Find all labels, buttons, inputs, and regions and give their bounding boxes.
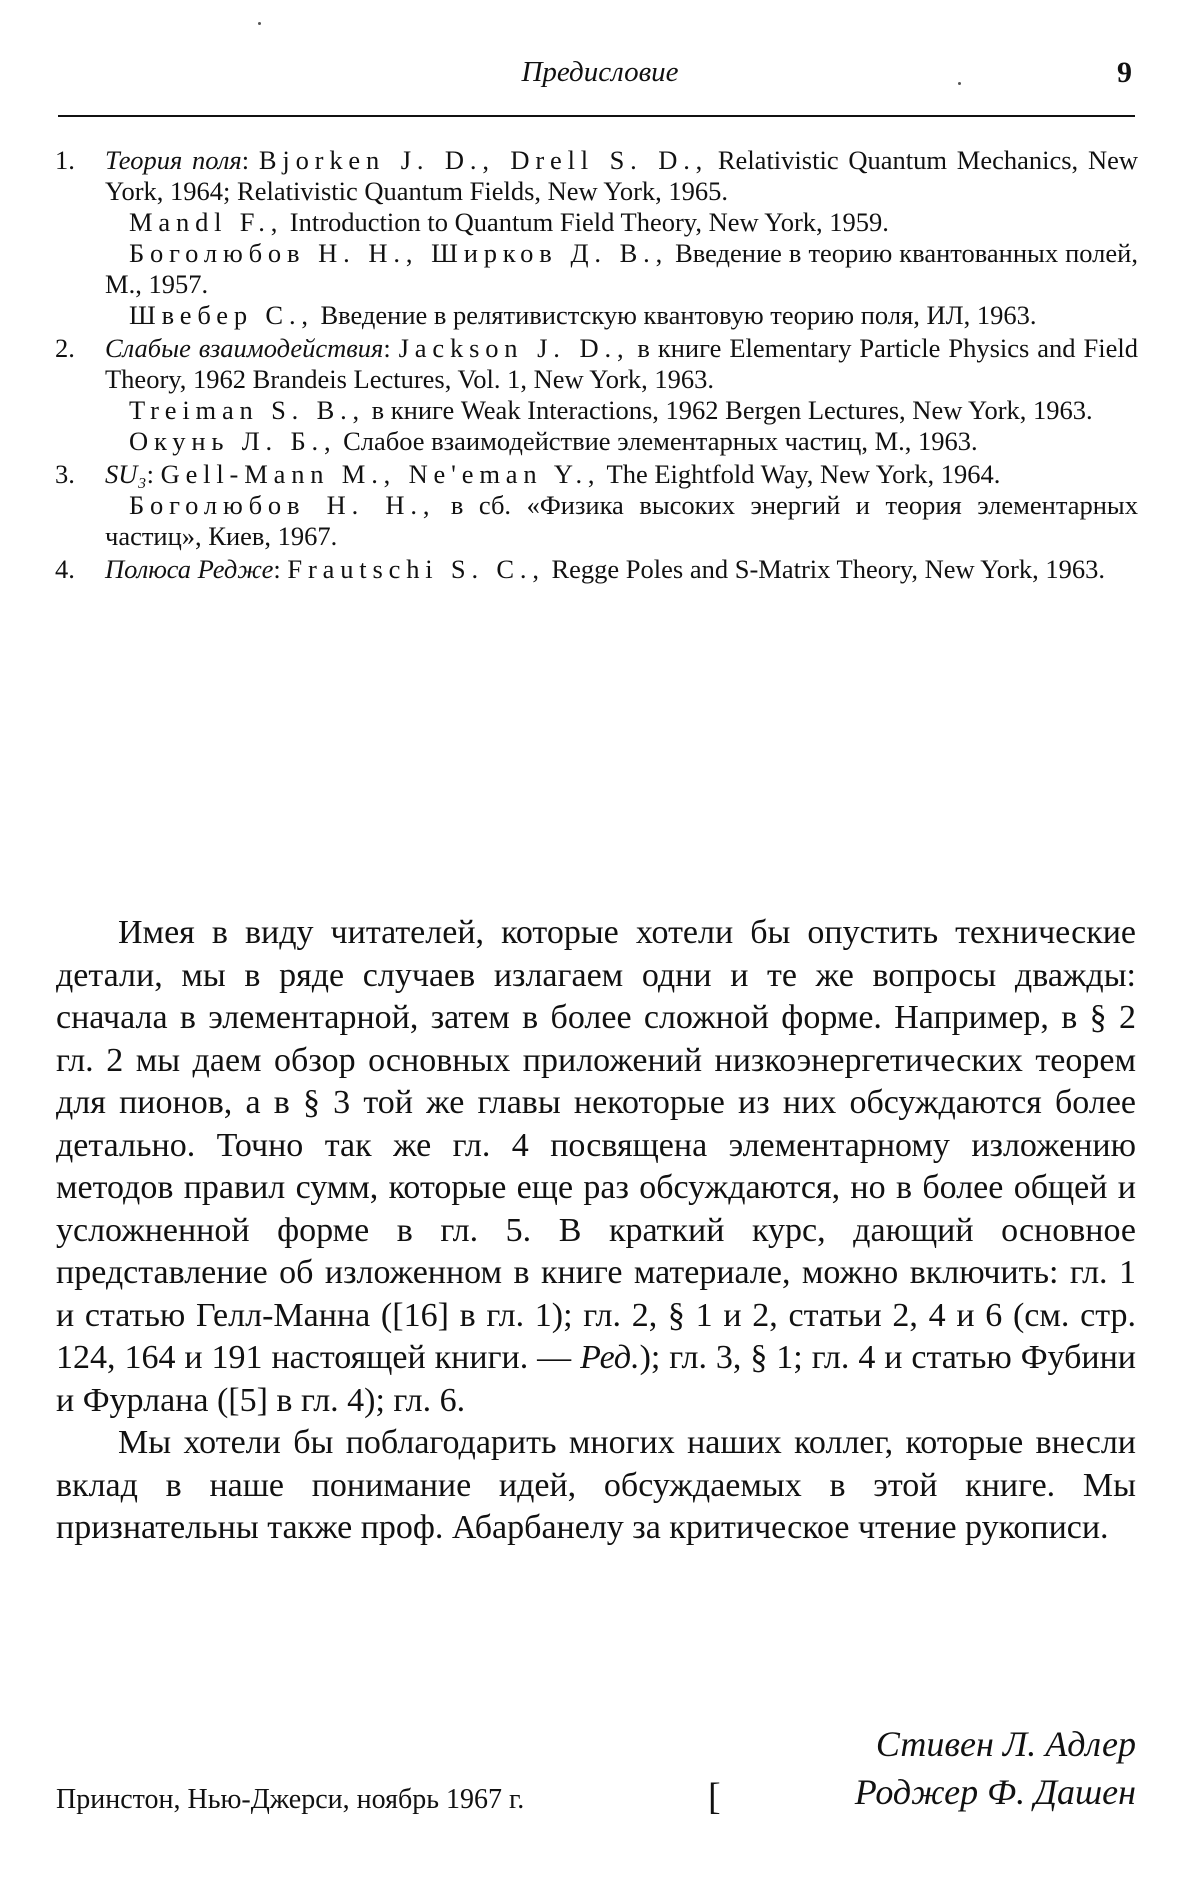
- reference-authors: Швебер С.,: [129, 300, 314, 330]
- running-head: Предисловие: [521, 56, 679, 88]
- reference-item: [0, 300, 1200, 331]
- reference-topic: Слабые взаимодействия: [105, 333, 384, 363]
- header-rule: [58, 115, 1135, 117]
- reference-item: [0, 426, 1200, 457]
- reference-authors: Treiman S. B.,: [129, 395, 365, 425]
- brace-mark: [: [708, 1776, 721, 1818]
- reference-group-1: [0, 145, 1200, 331]
- reference-number: 4.: [55, 554, 75, 584]
- reference-item: [0, 395, 1200, 426]
- paragraph: Имея в виду читателей, которые хотели бы опустить технические детали, мы в ряде случаев излагаем одни и те же вопросы дважды: сначала в элементарной, затем в более сложной форме. Например, в § 2 гл. 2 мы даем обзор основных приложений низкоэнергетических теорем для пионов, а в § 3 той же главы некоторые из них обсуждаются более детально. Точно так же гл. 4 посвящена элементарному изложению методов правил сумм, которые еще раз обсуждаются, но в более общей и усложненной форме в гл. 5. В краткий курс, дающий основное представление об изложенном в книге материале, можно включить: гл. 1 и статью Гелл-Манна ([16] в гл. 1); гл. 2, § 1 и 2, статьи 2, 4 и 6 (см. стр. 124, 164 и 191 настоящей книги. — Ред.); гл. 3, § 1; гл. 4 и статью Фубини и Фурлана ([5] в гл. 4); гл. 6.: [56, 914, 1136, 1419]
- author-name: Стивен Л. Адлер: [875, 1724, 1136, 1764]
- page-number: 9: [1117, 56, 1132, 89]
- reference-authors: Jackson J. D.,: [398, 333, 630, 363]
- reference-authors: Mandl F.,: [129, 207, 284, 237]
- reference-text: в книге Elementary Particle Physics and Field Theory, 1962 Brandeis Lectures, Vol. 1, New York, 1963.: [105, 333, 1138, 394]
- reference-number: 3.: [55, 459, 75, 489]
- body-text: [56, 912, 1136, 1550]
- reference-topic: Теория поля: [105, 145, 242, 175]
- place-date: Принстон, Нью-Джерси, ноябрь 1967 г.: [56, 1784, 525, 1815]
- reference-authors: Боголюбов Н. Н.,: [129, 490, 436, 520]
- reference-number: 1.: [55, 145, 75, 175]
- reference-item: [0, 490, 1200, 552]
- author-name: Роджер Ф. Дашен: [854, 1772, 1136, 1812]
- editor-note: Ред.: [580, 1339, 640, 1376]
- reference-authors: Окунь Л. Б.,: [129, 426, 337, 456]
- reference-text: Regge Poles and S-Matrix Theory, New York, 1963.: [544, 554, 1105, 584]
- print-speck: [258, 22, 261, 25]
- reference-text: The Eightfold Way, New York, 1964.: [600, 459, 1001, 489]
- reference-authors: Bjorken J. D., Drell S. D.,: [258, 145, 709, 175]
- signature-block: [748, 1720, 1136, 1816]
- reference-group-2: [0, 333, 1200, 457]
- reference-text: в сб. «Физика высоких энергий и теория элементарных частиц», Киев, 1967.: [105, 490, 1138, 551]
- reference-authors: Frautschi S. C.,: [287, 554, 545, 584]
- paragraph: Мы хотели бы поблагодарить многих наших коллег, которые внесли вклад в наше понимание идей, обсуждаемых в этой книге. Мы признательны также проф. Абарбанелу за критическое чтение рукописи.: [56, 1424, 1136, 1546]
- reference-topic: SU₃: [105, 459, 147, 489]
- reference-text: Введение в релятивистскую квантовую теорию поля, ИЛ, 1963.: [313, 300, 1037, 330]
- reference-text: Introduction to Quantum Field Theory, New York, 1959.: [283, 207, 889, 237]
- reference-number: 2.: [55, 333, 75, 363]
- reference-topic: Полюса Редже: [105, 554, 274, 584]
- reference-group-3: [0, 459, 1200, 552]
- reference-text: в книге Weak Interactions, 1962 Bergen Lectures, New York, 1963.: [365, 395, 1093, 425]
- reference-item: Теория поля: Bjorken J. D., Drell S. D., Relativistic Quantum Mechanics, New York, 1964; Relativistic Quantum Fields, New York, 1965.: [105, 145, 1138, 206]
- reference-authors: Боголюбов Н. Н., Ширков Д. В.,: [129, 238, 669, 268]
- reference-item: Слабые взаимодействия: Jackson J. D., в книге Elementary Particle Physics and Field Theory, 1962 Brandeis Lectures, Vol. 1, New York, 1963.: [105, 333, 1138, 394]
- reference-list: [0, 145, 1200, 587]
- reference-item: [0, 238, 1200, 300]
- reference-item: SU₃: Gell-Mann M., Ne'eman Y., The Eightfold Way, New York, 1964.: [105, 459, 1001, 489]
- reference-item: Полюса Редже: Frautschi S. C., Regge Poles and S-Matrix Theory, New York, 1963.: [105, 554, 1105, 584]
- reference-authors: Gell-Mann M., Ne'eman Y.,: [160, 459, 601, 489]
- reference-item: [0, 207, 1200, 238]
- reference-text: Введение в теорию квантованных полей, М., 1957.: [105, 238, 1138, 299]
- print-speck: [958, 82, 961, 85]
- reference-group-4: [0, 554, 1200, 585]
- reference-text: Слабое взаимодействие элементарных частиц, М., 1963.: [336, 426, 978, 456]
- reference-text: Relativistic Quantum Mechanics, New York, 1964; Relativistic Quantum Fields, New York, 1965.: [105, 145, 1138, 206]
